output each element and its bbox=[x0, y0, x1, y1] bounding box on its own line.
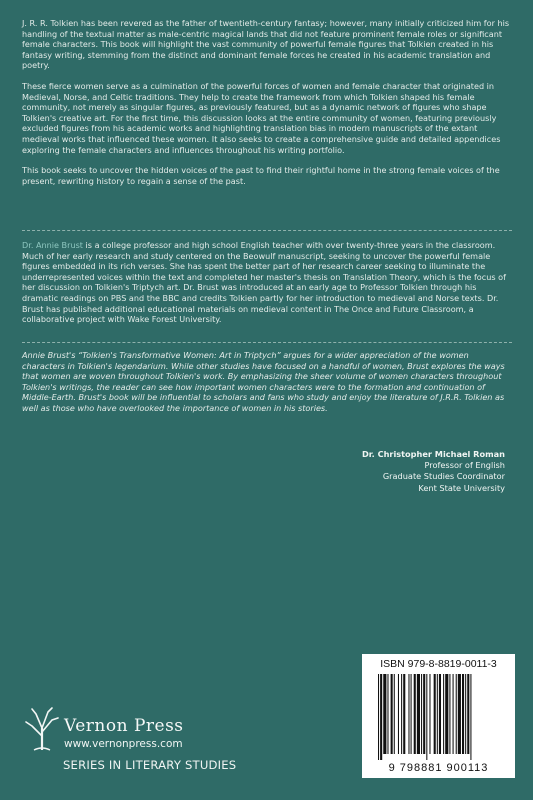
barcode-bar bbox=[453, 674, 454, 754]
barcode-bar bbox=[437, 674, 438, 754]
author-bio-text: is a college professor and high school English teacher with over twenty-three years in the classroom. Much of her early research and study centered on the Beowulf manuscript, seeking to uncover the powerful female figures embedded in its rich verses. She has spent the better part of her research career seeking to illuminate the underrepresented voices within the text and completed her master's thesis on Translation Theory, which is the focus of her discussion on Tolkien's Triptych art. Dr. Brust was introduced at an early age to Professor Tolkien through his dramatic readings on PBS and the BBC and credits Tolkien partly for her introduction to medieval and Norse texts. Dr. Brust has published additional educational materials on medieval content in The Once and Future Classroom, a collaborative project with Wake Forest University. bbox=[22, 240, 506, 325]
publisher-block bbox=[22, 706, 322, 786]
reviewer-signature bbox=[285, 449, 505, 494]
description-paragraph-2: These fierce women serve as a culmination of the powerful forces of women and female character that originated in Medieval, Norse, and Celtic traditions. They help to create the framework from which Tolkien shaped his female community, not merely as singular figures, as previously featured, but as a dynamic network of figures who shape Tolkien's creative art. For the first time, this discussion looks at the entire community of women, featuring previously excluded figures from his academic works and highlighting translation bias in modern manuscripts of the extant medieval works that influenced these women. It also seeks to create a comprehensive guide and detailed appendices exploring the female characters and influences throughout his writing portfolio. bbox=[22, 80, 501, 155]
isbn-barcode bbox=[362, 654, 515, 778]
barcode-bar bbox=[423, 674, 425, 754]
barcode-bar bbox=[380, 674, 382, 760]
barcode-bar bbox=[426, 674, 427, 760]
barcode-bar bbox=[467, 674, 469, 754]
tree-icon bbox=[22, 706, 62, 752]
reviewer-role: Graduate Studies Coordinator bbox=[382, 471, 505, 482]
barcode-bar bbox=[445, 674, 448, 754]
reviewer-affiliation: Kent State University bbox=[418, 482, 505, 493]
isbn-label: ISBN 979-8-8819-0011-3 bbox=[380, 658, 497, 670]
barcode-bar bbox=[439, 674, 441, 754]
barcode-bar bbox=[449, 674, 450, 754]
barcode-bar bbox=[398, 674, 399, 754]
barcode-bar bbox=[408, 674, 409, 754]
barcode-bar bbox=[429, 674, 430, 754]
barcode-bar bbox=[387, 674, 388, 754]
barcode-bar bbox=[403, 674, 405, 754]
barcode-bar bbox=[434, 674, 436, 754]
section-divider bbox=[22, 230, 512, 231]
reviewer-title: Professor of English bbox=[424, 460, 505, 471]
barcode-bar bbox=[417, 674, 420, 754]
reviewer-name: Dr. Christopher Michael Roman bbox=[361, 449, 505, 459]
book-description bbox=[22, 18, 514, 196]
barcode-bar bbox=[394, 674, 395, 754]
barcode-bar bbox=[456, 674, 457, 754]
series-name: SERIES IN LITERARY STUDIES bbox=[63, 758, 237, 772]
barcode-bar bbox=[470, 674, 471, 760]
barcode-bar bbox=[414, 674, 416, 754]
section-divider bbox=[22, 342, 512, 343]
barcode-bar bbox=[465, 674, 466, 754]
barcode-bar bbox=[383, 674, 386, 754]
barcode-bar bbox=[443, 674, 444, 754]
barcode-bar bbox=[411, 674, 412, 754]
author-bio bbox=[22, 240, 514, 325]
description-paragraph-3: This book seeks to uncover the hidden voices of the past to find their rightful home in the strong female voices of the present, rewriting history to regain a sense of the past. bbox=[22, 165, 500, 186]
barcode-bar bbox=[462, 674, 464, 754]
barcode-image bbox=[378, 674, 500, 760]
publisher-name: Vernon Press bbox=[64, 716, 184, 736]
author-name: Dr. Annie Brust bbox=[22, 240, 83, 250]
barcode-bar bbox=[378, 674, 379, 760]
barcode-bar bbox=[421, 674, 422, 754]
barcode-bar bbox=[458, 674, 461, 754]
barcode-digits: 9 798881 900113 bbox=[388, 762, 489, 774]
barcode-bar bbox=[401, 674, 402, 754]
review-quote: Annie Brust's “Tolkien's Transformative Women: Art in Triptych” argues for a wider appreciation of the women characters in Tolkien's legendarium. While other studies have focused on a handful of women, Brust explores the ways that women are woven throughout Tolkien's work. By emphasizing the sheer volume of women characters throughout Tolkien's writings, the reader can see how important women characters were to the formation and continuation of Middle-Earth. Brust's book will be influential to scholars and fans who study and enjoy the literature of J.R.R. Tolkien as well as those who have overlooked the importance of women in his stories. bbox=[22, 350, 505, 413]
description-paragraph-1: J. R. R. Tolkien has been revered as the father of twentieth-century fantasy; however, many initially criticized him for his handling of the textual matter as male-centric magical lands that did not feature prominent female roles or significant female characters. This book will highlight the vast community of powerful female figures that Tolkien created in his fantasy writing, stemming from the distinct and dominant female forces he created in his academic translation and poetry. bbox=[22, 18, 510, 71]
barcode-bar bbox=[391, 674, 393, 754]
publisher-url: www.vernonpress.com bbox=[64, 738, 183, 750]
